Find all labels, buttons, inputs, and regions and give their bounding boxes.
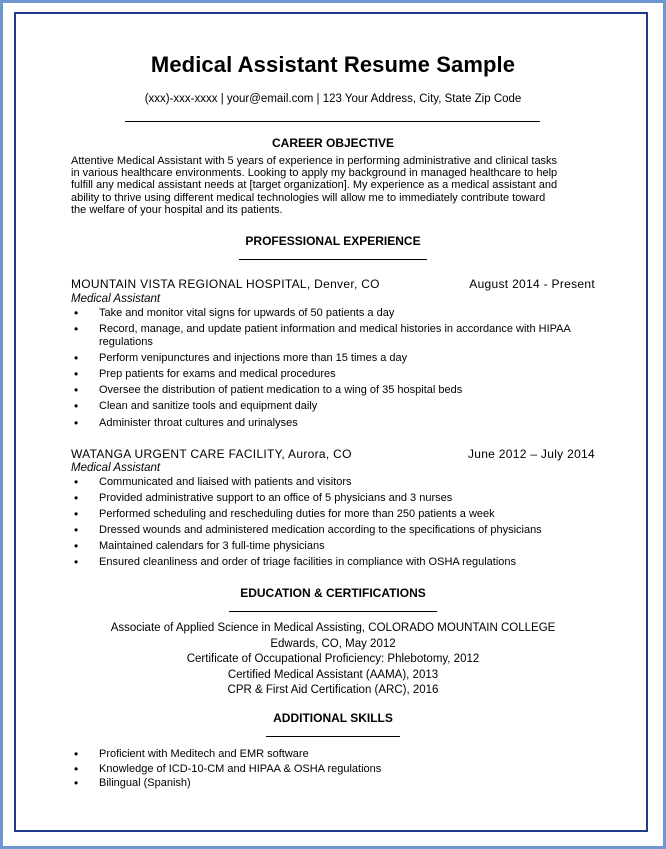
education-list xyxy=(0,621,666,699)
employer-name: WATANGA URGENT CARE FACILITY, Aurora, CO xyxy=(71,447,352,461)
list-item: • Clean and sanitize tools and equipment daily xyxy=(71,400,591,413)
skills-heading-underline xyxy=(266,736,400,737)
job-header xyxy=(71,447,595,461)
objective-line: Attentive Medical Assistant with 5 years of experience in performing administrative and clinical tasks xyxy=(71,155,558,167)
list-item: • Ensured cleanliness and order of triage facilities in compliance with OSHA regulations xyxy=(71,556,591,569)
job-bullet-list xyxy=(71,307,591,433)
list-item: • Prep patients for exams and medical procedures xyxy=(71,368,591,381)
list-item: • Perform venipunctures and injections more than 15 times a day xyxy=(71,352,591,365)
objective-line: fulfill any medical assistant needs at [target organization]. My experience as a medical assistant and xyxy=(71,179,558,192)
education-heading-underline xyxy=(229,611,437,612)
resume-title: Medical Assistant Resume Sample xyxy=(150,52,516,77)
objective-line: the welfare of your hospital and its patients. xyxy=(71,203,283,216)
list-item: • Performed scheduling and rescheduling duties for more than 250 patients a week xyxy=(71,508,591,521)
education-line: Associate of Applied Science in Medical Assisting, COLORADO MOUNTAIN COLLEGE xyxy=(110,622,556,634)
list-item: • Dressed wounds and administered medication according to the specifications of physicians xyxy=(71,524,591,537)
education-line: Certified Medical Assistant (AAMA), 2013 xyxy=(227,668,439,681)
job-title: Medical Assistant xyxy=(71,293,161,305)
job-dates: August 2014 - Present xyxy=(469,277,595,291)
list-item: • Bilingual (Spanish) xyxy=(71,777,591,790)
job-header xyxy=(71,277,595,291)
objective-line: ability to thrive using different medical technologies will allow me to immediately contribute toward xyxy=(71,191,546,204)
professional-experience-heading: PROFESSIONAL EXPERIENCE xyxy=(245,234,421,248)
list-item: • Knowledge of ICD-10-CM and HIPAA & OSHA regulations xyxy=(71,763,591,776)
job-title: Medical Assistant xyxy=(71,462,161,474)
education-line: Edwards, CO, May 2012 xyxy=(270,637,396,650)
list-item: • Provided administrative support to an office of 5 physicians and 3 nurses xyxy=(71,492,591,505)
list-item: • Proficient with Meditech and EMR software xyxy=(71,748,591,761)
education-line: Certificate of Occupational Proficiency: Phlebotomy, 2012 xyxy=(186,653,480,665)
additional-skills-heading: ADDITIONAL SKILLS xyxy=(273,711,393,725)
objective-line: in various healthcare environments. Looking to apply my background in managed healthcare to help xyxy=(71,167,558,180)
career-objective-heading: CAREER OBJECTIVE xyxy=(271,136,395,150)
job-bullet-list xyxy=(71,476,591,573)
education-heading: EDUCATION & CERTIFICATIONS xyxy=(240,586,426,600)
employer-name: MOUNTAIN VISTA REGIONAL HOSPITAL, Denver, CO xyxy=(71,277,380,291)
career-objective-text xyxy=(71,155,611,216)
job-dates: June 2012 – July 2014 xyxy=(467,447,595,461)
experience-heading-underline xyxy=(239,259,427,260)
list-item: • Oversee the distribution of patient medication to a wing of 35 hospital beds xyxy=(71,384,591,397)
list-item: • Take and monitor vital signs for upwards of 50 patients a day xyxy=(71,307,591,320)
list-item: • Administer throat cultures and urinalyses xyxy=(71,417,591,430)
education-line: CPR & First Aid Certification (ARC), 2016 xyxy=(227,684,439,696)
list-item: • Communicated and liaised with patients and visitors xyxy=(71,476,591,489)
skills-bullet-list xyxy=(71,748,591,792)
list-item: • Record, manage, and update patient information and medical histories in accordance with HIPAA regulations xyxy=(71,323,591,349)
contact-line: (xxx)-xxx-xxxx | your@email.com | 123 Your Address, City, State Zip Code xyxy=(144,93,522,105)
header-divider xyxy=(125,121,540,122)
list-item: • Maintained calendars for 3 full-time physicians xyxy=(71,540,591,553)
